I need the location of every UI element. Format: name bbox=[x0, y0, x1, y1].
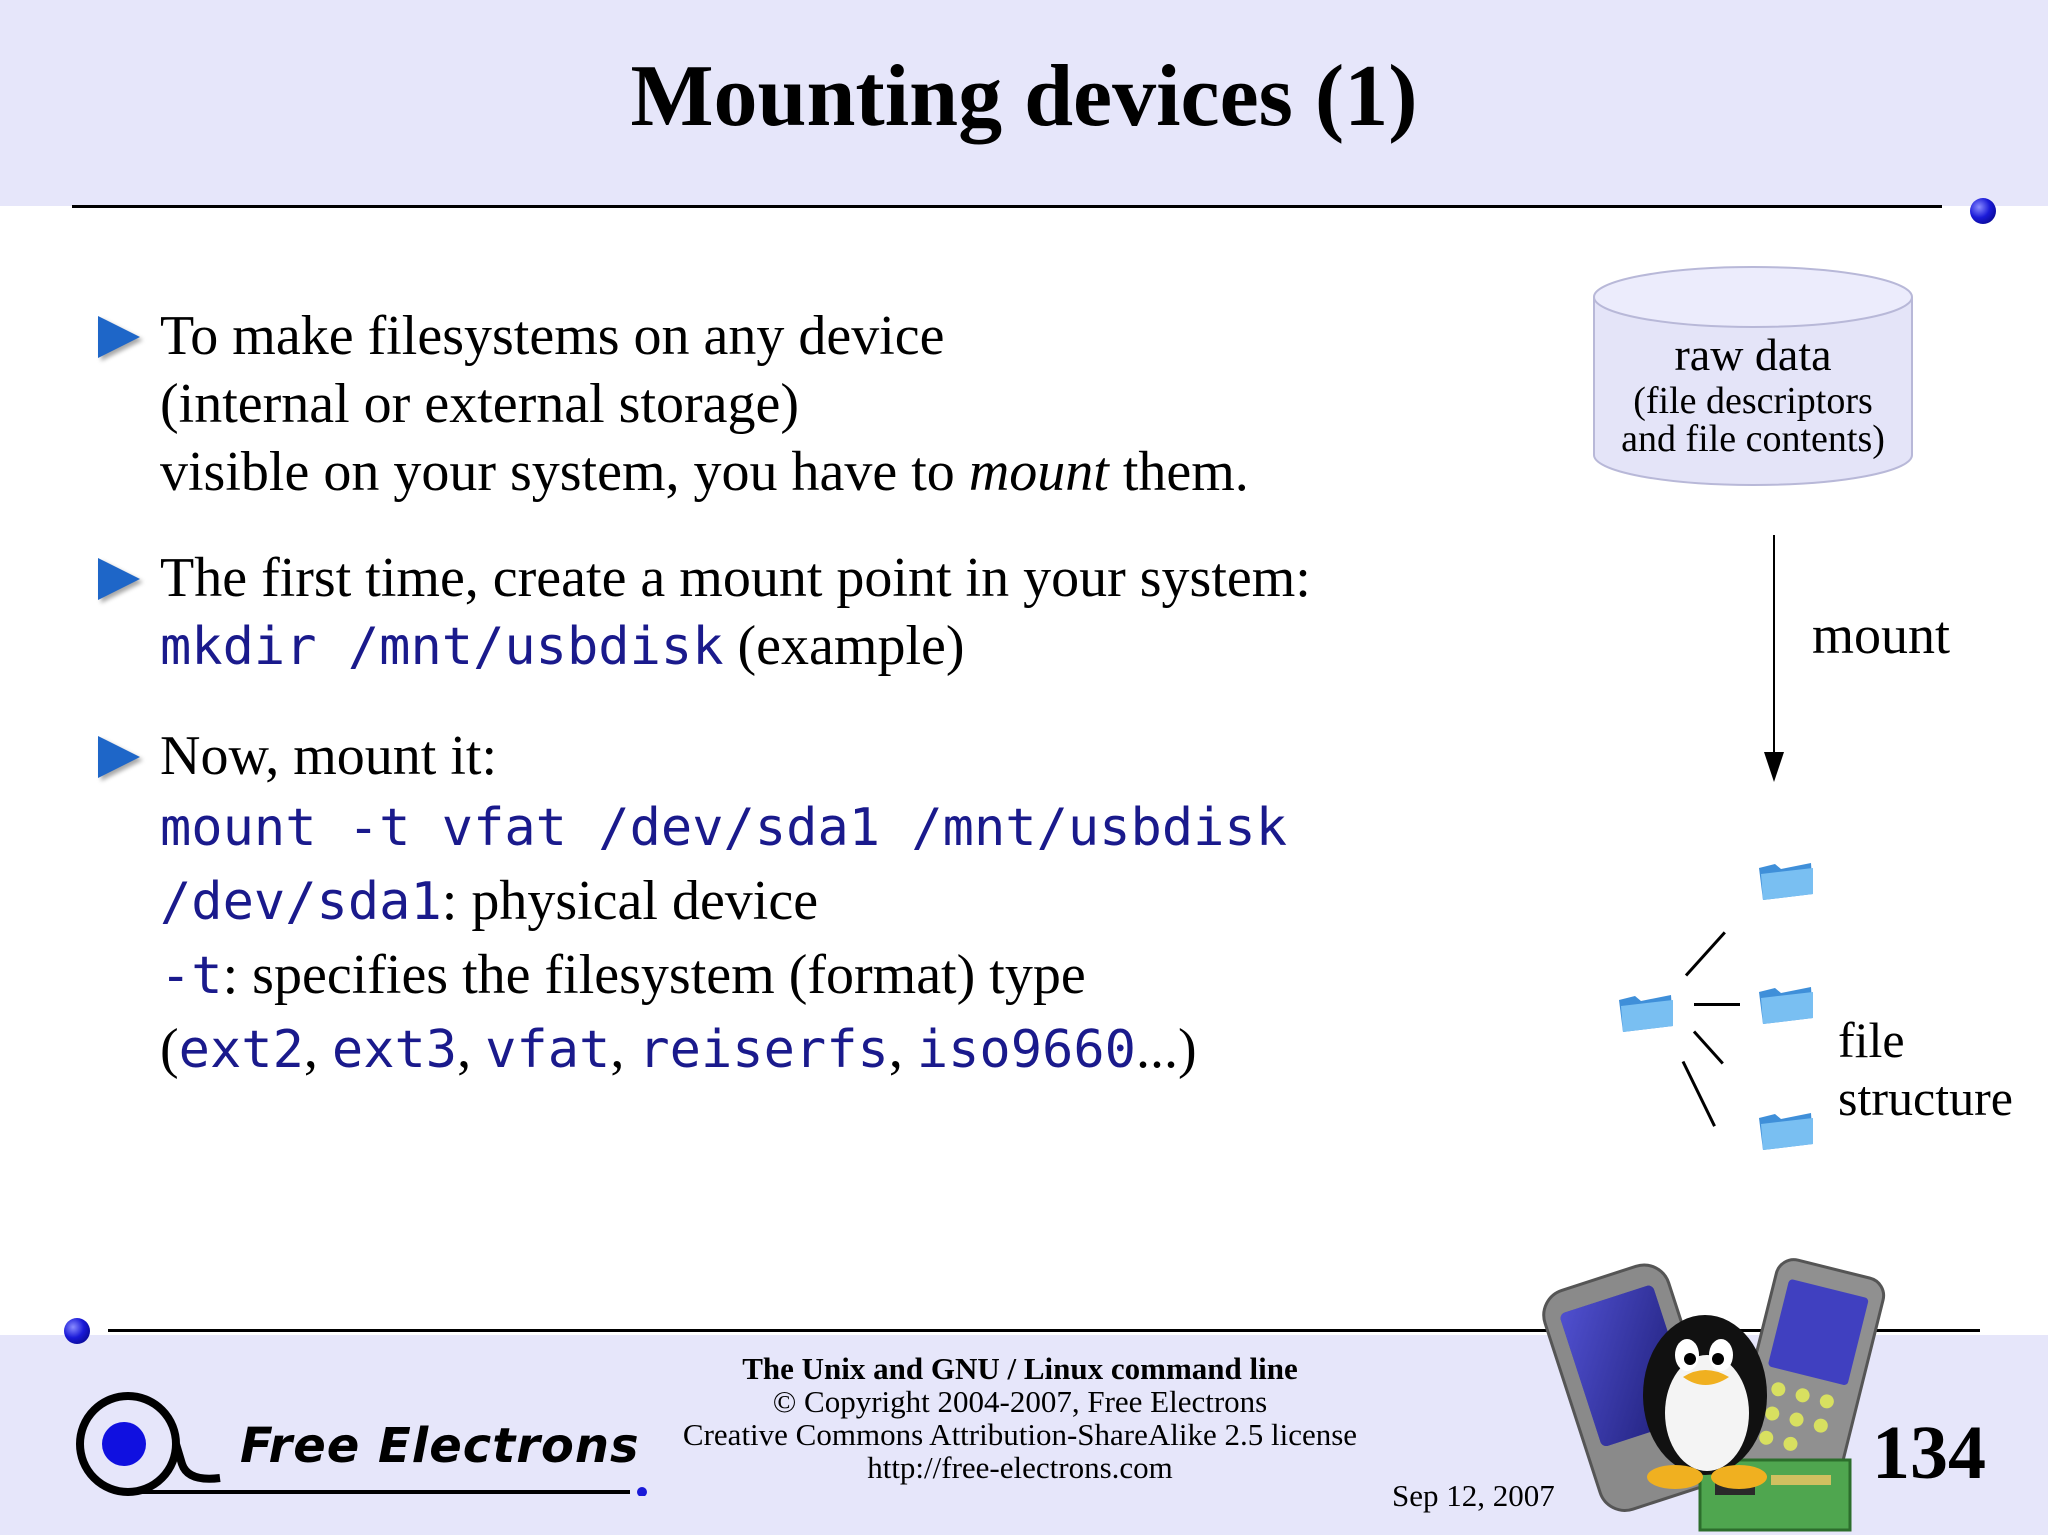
tree-branch bbox=[1693, 1030, 1724, 1064]
footer-dot-icon bbox=[64, 1318, 90, 1344]
bullet-2-suffix: (example) bbox=[723, 615, 965, 677]
cylinder-title: raw data bbox=[1674, 329, 1832, 380]
footer-copyright: © Copyright 2004-2007, Free Electrons bbox=[772, 1384, 1268, 1419]
header-dot-icon bbox=[1970, 198, 1996, 224]
footer-license: Creative Commons Attribution-ShareAlike 2.5 license bbox=[682, 1417, 1358, 1452]
mount-arrow-head-icon bbox=[1764, 752, 1784, 782]
bullet-1-text bbox=[160, 302, 1249, 506]
bullet-3-text bbox=[160, 722, 1287, 1086]
fs-type: vfat bbox=[485, 1020, 611, 1080]
bullet-1-line-3 bbox=[160, 438, 1249, 506]
bullet-3-line-5 bbox=[160, 1012, 1287, 1086]
fs-type: reiserfs bbox=[638, 1020, 889, 1080]
bullet-1-emphasis: mount bbox=[968, 441, 1109, 503]
tree-label-2: structure bbox=[1838, 1070, 2013, 1126]
types-sep: , bbox=[303, 1018, 332, 1080]
page-number: 134 bbox=[1872, 1411, 1986, 1495]
folder-icon bbox=[1757, 1108, 1815, 1152]
mount-command: mount -t vfat /dev/sda1 /mnt/usbdisk bbox=[160, 798, 1288, 858]
tux-devices-illustration bbox=[1535, 1245, 1895, 1535]
types-sep: , bbox=[457, 1018, 486, 1080]
bullet-2-line-2 bbox=[160, 612, 1311, 680]
types-sep: , bbox=[610, 1018, 639, 1080]
folder-icon bbox=[1617, 990, 1675, 1034]
cylinder-sub-2: and file contents) bbox=[1621, 418, 1885, 460]
folder-icon bbox=[1757, 982, 1815, 1026]
footer-url: http://free-electrons.com bbox=[867, 1450, 1173, 1485]
option-code: -t bbox=[160, 946, 223, 1006]
logo-text: Free Electrons bbox=[240, 1418, 640, 1474]
bullet-1-line-3-post: them. bbox=[1108, 441, 1249, 503]
device-code: /dev/sda1 bbox=[160, 872, 442, 932]
fs-type: ext2 bbox=[178, 1020, 304, 1080]
mount-label: mount bbox=[1812, 605, 1951, 665]
fs-type: iso9660 bbox=[916, 1020, 1136, 1080]
bullet-3-line-4 bbox=[160, 938, 1287, 1012]
mkdir-command: mkdir /mnt/usbdisk bbox=[160, 617, 724, 677]
bullet-1-line-3-pre: visible on your system, you have to bbox=[160, 441, 969, 503]
bullet-1-line-1: To make filesystems on any device bbox=[160, 305, 945, 367]
folder-icon bbox=[1757, 858, 1815, 902]
cylinder-sub-1: (file descriptors bbox=[1633, 380, 1873, 422]
tree-label-1: file bbox=[1838, 1012, 1905, 1068]
fs-type: ext3 bbox=[331, 1020, 458, 1080]
types-sep: , bbox=[888, 1018, 917, 1080]
footer-course-title: The Unix and GNU / Linux command line bbox=[742, 1351, 1298, 1386]
bullet-arrow-icon bbox=[98, 316, 140, 358]
tree-branch bbox=[1694, 1003, 1740, 1006]
mount-arrow-line bbox=[1773, 535, 1775, 753]
types-close: ...) bbox=[1135, 1018, 1197, 1080]
device-description: : physical device bbox=[441, 870, 819, 932]
slide-title: Mounting devices (1) bbox=[630, 48, 1418, 145]
header-rule bbox=[72, 205, 1942, 208]
tree-branch bbox=[1685, 931, 1726, 976]
option-description: : specifies the filesystem (format) type bbox=[222, 944, 1086, 1006]
footer-date: Sep 12, 2007 bbox=[1392, 1478, 1555, 1513]
bullet-arrow-icon bbox=[98, 736, 140, 778]
bullet-3-line-2 bbox=[160, 790, 1287, 864]
bullet-1-line-2: (internal or external storage) bbox=[160, 373, 800, 435]
types-open: ( bbox=[160, 1018, 179, 1080]
tree-branch bbox=[1682, 1061, 1716, 1127]
bullet-2-text bbox=[160, 544, 1311, 680]
bullet-3-line-1: Now, mount it: bbox=[160, 725, 498, 787]
bullet-3-line-3 bbox=[160, 864, 1287, 938]
bullet-arrow-icon bbox=[98, 558, 140, 600]
bullet-2-line-1: The first time, create a mount point in your system: bbox=[160, 547, 1311, 609]
